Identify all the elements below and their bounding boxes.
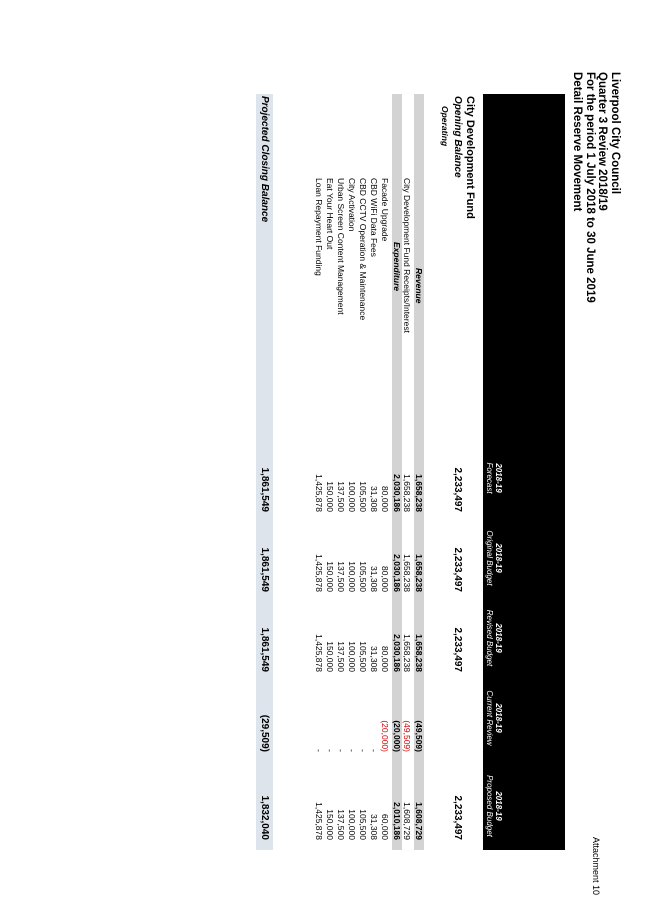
expenditure-item-value: 105,500 <box>358 481 368 512</box>
expenditure-item-label: CBD CCTV Operation & Maintenance <box>358 178 368 321</box>
expenditure-item-value: 80,000 <box>380 566 390 592</box>
expenditure-item-value: 137,500 <box>336 481 346 512</box>
expenditure-item-value: - <box>325 749 335 752</box>
expenditure-label: Expenditure <box>392 242 402 292</box>
opening-balance-label: Opening Balance <box>452 96 463 178</box>
title-line: Liverpool City Council <box>609 72 621 195</box>
opening-balance-value: 2,233,497 <box>452 627 463 672</box>
expenditure-item-value: - <box>358 749 368 752</box>
expenditure-item-value: 137,500 <box>336 641 346 672</box>
expenditure-item-value: 150,000 <box>325 561 335 592</box>
expenditure-total-value: 2,030,186 <box>392 554 402 592</box>
expenditure-item-value: 31,308 <box>369 646 379 672</box>
revenue-item-value: 1,608,729 <box>402 802 412 840</box>
expenditure-total-value: 2,030,186 <box>392 634 402 672</box>
report-title <box>571 72 621 303</box>
revenue-total-value: (49,509) <box>414 720 424 752</box>
expenditure-item-value: 1,425,878 <box>314 634 324 672</box>
expenditure-item-value: 100,000 <box>347 641 357 672</box>
title-line: For the period 1 July 2018 to 30 June 2019 <box>583 72 596 303</box>
expenditure-item-value: 137,500 <box>336 561 346 592</box>
revenue-item-value: 1,658,238 <box>402 474 412 512</box>
expenditure-item-value: 137,500 <box>336 809 346 840</box>
expenditure-item-value: 100,000 <box>347 561 357 592</box>
expenditure-item-value: 150,000 <box>325 641 335 672</box>
expenditure-item-value: 100,000 <box>347 481 357 512</box>
title-line: Quarter 3 Review 2018/19 <box>596 72 609 211</box>
revenue-item-value: (49,509) <box>402 720 412 752</box>
expenditure-total-value: 2,030,186 <box>392 474 402 512</box>
expenditure-item-value: (20,000) <box>380 720 390 752</box>
expenditure-item-label: Loan Repayment Funding <box>314 178 324 276</box>
expenditure-item-value: 105,500 <box>358 561 368 592</box>
fund-title: City Development Fund <box>464 96 476 219</box>
title-line: Detail Reserve Movement <box>571 72 584 212</box>
expenditure-item-value: 31,308 <box>369 814 379 840</box>
expenditure-item-value: - <box>314 749 324 752</box>
expenditure-item-value: 100,000 <box>347 809 357 840</box>
column-header-original-budget: 2018-19 Original Budget <box>485 530 503 586</box>
column-header-current-review: 2018-19 Current Review <box>485 690 503 746</box>
closing-balance-value: 1,861,549 <box>259 467 270 512</box>
expenditure-item-value: 1,425,878 <box>314 554 324 592</box>
revenue-total-value: 1,658,238 <box>414 634 424 672</box>
expenditure-item-label: Urban Screen Content Management <box>336 178 346 315</box>
expenditure-item-value: - <box>369 749 379 752</box>
attachment-label: Attachment 10 <box>591 836 601 895</box>
revenue-total-value: 1,658,238 <box>414 474 424 512</box>
expenditure-item-value: 60,000 <box>380 814 390 840</box>
revenue-item-value: 1,658,238 <box>402 554 412 592</box>
revenue-label: Revenue <box>414 268 424 304</box>
expenditure-item-value: 31,308 <box>369 486 379 512</box>
expenditure-item-value: 105,500 <box>358 641 368 672</box>
expenditure-total-value: 2,010,186 <box>392 802 402 840</box>
expenditure-item-value: 31,308 <box>369 566 379 592</box>
expenditure-item-label: Eat Your Heart Out <box>325 178 335 250</box>
opening-balance-value: 2,233,497 <box>452 795 463 840</box>
column-header-proposed-budget: 2018-19 Proposed Budget <box>485 775 503 837</box>
expenditure-item-value: 105,500 <box>358 809 368 840</box>
operating-label: Operating <box>440 106 450 147</box>
column-header-forecast: 2018-19 Forecast <box>485 462 503 494</box>
closing-balance-value: (29,509) <box>259 714 270 752</box>
expenditure-item-value: 150,000 <box>325 481 335 512</box>
revenue-item-value: 1,658,238 <box>402 634 412 672</box>
expenditure-item-label: Facade Upgrade <box>380 178 390 242</box>
revenue-total-value: 1,658,238 <box>414 554 424 592</box>
closing-balance-value: 1,861,549 <box>259 547 270 592</box>
expenditure-item-value: 80,000 <box>380 486 390 512</box>
expenditure-item-value: 1,425,878 <box>314 474 324 512</box>
revenue-item-label: City Development Fund Receipts/Interest <box>402 178 412 333</box>
expenditure-item-value: - <box>347 749 357 752</box>
expenditure-item-label: City Activation <box>347 178 357 232</box>
closing-balance-value: 1,832,040 <box>259 795 270 840</box>
expenditure-item-value: - <box>336 749 346 752</box>
opening-balance-value: 2,233,497 <box>452 547 463 592</box>
column-header-revised-budget: 2018-19 Revised Budget <box>485 609 503 667</box>
closing-balance-label: Projected Closing Balance <box>259 96 270 223</box>
opening-balance-value: 2,233,497 <box>452 467 463 512</box>
expenditure-item-value: 1,425,878 <box>314 802 324 840</box>
expenditure-item-value: 150,000 <box>325 809 335 840</box>
expenditure-total-value: (20,000) <box>392 720 402 752</box>
revenue-total-value: 1,608,729 <box>414 802 424 840</box>
closing-balance-value: 1,861,549 <box>259 627 270 672</box>
expenditure-item-value: 80,000 <box>380 646 390 672</box>
expenditure-item-label: CBD WiFi Data Fees <box>369 178 379 257</box>
